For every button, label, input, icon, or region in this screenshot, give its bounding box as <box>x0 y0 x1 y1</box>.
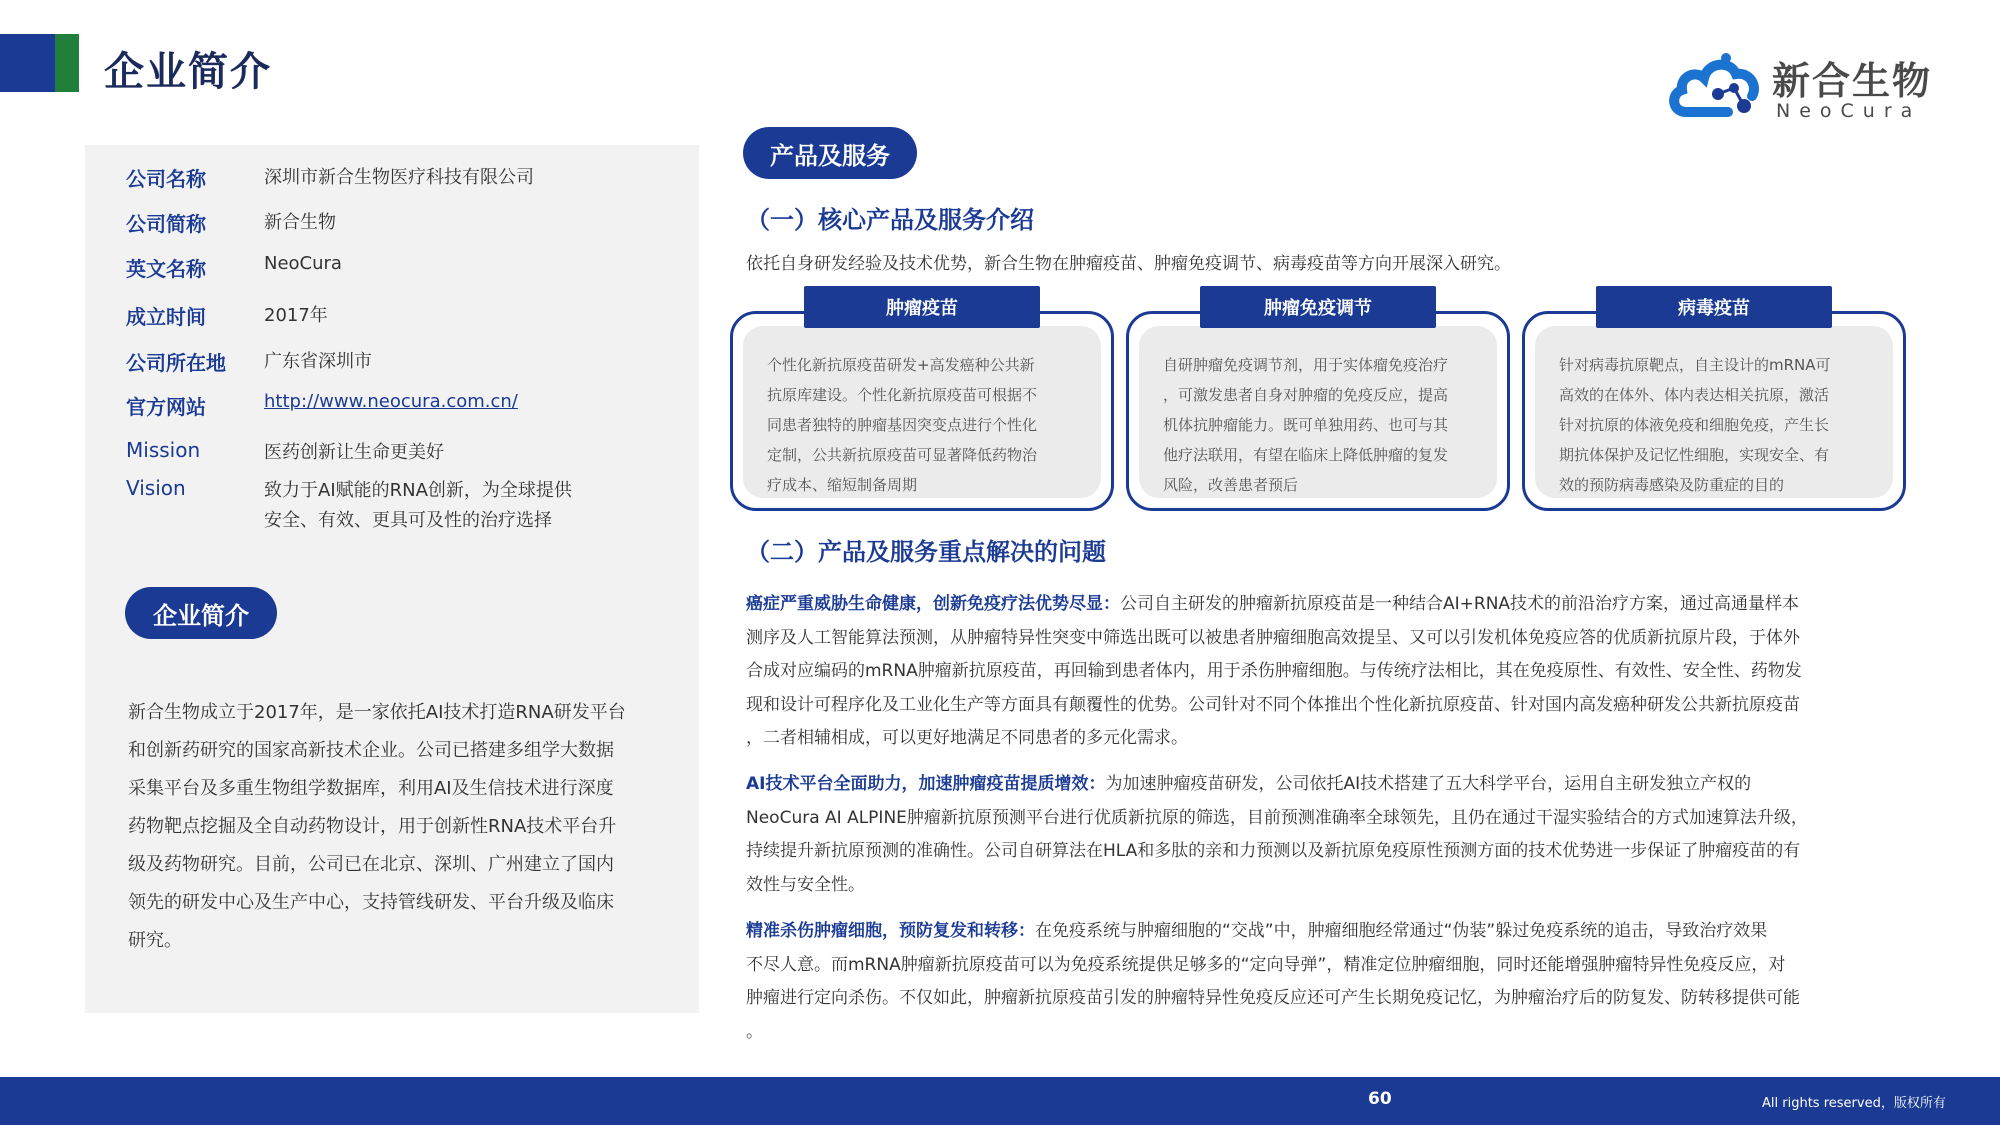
cloud-logo-icon <box>1668 48 1768 124</box>
product-card-tumor-vaccine <box>730 311 1114 511</box>
card-line: 同患者独特的肿瘤基因突变点进行个性化 <box>767 416 1038 434</box>
problem-paragraph-1 <box>746 588 1924 756</box>
products-lead: 依托自身研发经验及技术优势，新合生物在肿瘤疫苗、肿瘤免疫调节、病毒疫苗等方向开展深入研究。 <box>746 254 1511 274</box>
card-line: 针对抗原的体液免疫和细胞免疫，产生长 <box>1559 416 1830 434</box>
info-key: 成立时间 <box>126 305 206 329</box>
info-value: NeoCura <box>264 253 342 274</box>
problem-line: NeoCura AI ALPINE肿瘤新抗原预测平台进行优质新抗原的筛选，目前预测准确率全球领先，且仍在通过干湿实验结合的方式加速算法升级， <box>746 807 1808 828</box>
logo-name-cn: 新合生物 <box>1772 59 1933 103</box>
product-card-virus-vaccine <box>1522 311 1906 511</box>
card-title-immune-modulation: 肿瘤免疫调节 <box>1200 286 1436 328</box>
card-line: 定制，公共新抗原疫苗可显著降低药物治 <box>767 446 1038 464</box>
card-line: 自研肿瘤免疫调节剂，用于实体瘤免疫治疗 <box>1163 356 1449 374</box>
info-value: 医药创新让生命更美好 <box>264 442 444 463</box>
card-line: 机体抗肿瘤能力。既可单独用药、也可与其 <box>1163 416 1449 434</box>
card-line: 抗原库建设。个性化新抗原疫苗可根据不 <box>767 386 1038 404</box>
section-key-problems-title: （二）产品及服务重点解决的问题 <box>746 538 1106 566</box>
problem-heading: AI技术平台全面助力，加速肿瘤疫苗提质增效： <box>746 774 1106 794</box>
info-value: 安全、有效、更具可及性的治疗选择 <box>264 510 552 531</box>
info-value: 广东省深圳市 <box>264 351 372 372</box>
info-key: 公司名称 <box>126 167 206 191</box>
problem-line: 不尽人意。而mRNA肿瘤新抗原疫苗可以为免疫系统提供足够多的“定向导弹”，精准定位肿瘤细胞，同时还能增强肿瘤特异性免疫反应，对 <box>746 954 1786 975</box>
card-line: 风险，改善患者预后 <box>1163 476 1299 494</box>
card-line: 效的预防病毒感染及防重症的目的 <box>1559 476 1785 494</box>
products-pill: 产品及服务 <box>743 127 917 179</box>
info-value: 深圳市新合生物医疗科技有限公司 <box>264 167 534 188</box>
info-key: 公司简称 <box>126 212 206 236</box>
card-text <box>767 350 1077 500</box>
page-number: 60 <box>1368 1089 1392 1109</box>
card-line: 高效的在体外、体内表达相关抗原，激活 <box>1559 386 1830 404</box>
card-line: ，可激发患者自身对肿瘤的免疫反应，提高 <box>1163 386 1449 404</box>
card-line: 个性化新抗原疫苗研发+高发癌种公共新 <box>767 356 1035 374</box>
problem-line: 现和设计可程序化及工业化生产等方面具有颠覆性的优势。公司针对不同个体推出个性化新抗原疫苗、针对国内高发癌种研发公共新抗原疫苗 <box>746 694 1800 715</box>
product-card-immune-modulation <box>1126 311 1510 511</box>
card-line: 针对病毒抗原靶点，自主设计的mRNA可 <box>1559 356 1831 374</box>
problem-paragraph-3 <box>746 915 1924 1049</box>
copyright-text: All rights reserved，版权所有 <box>1762 1096 1946 1111</box>
intro-line: 药物靶点挖掘及全自动药物设计，用于创新性RNA技术平台升 <box>128 816 617 837</box>
problem-line: 公司自主研发的肿瘤新抗原疫苗是一种结合AI+RNA技术的前沿治疗方案，通过高通量样本 <box>1120 594 1800 614</box>
problem-line: 为加速肿瘤疫苗研发，公司依托AI技术搭建了五大科学平台，运用自主研发独立产权的 <box>1105 774 1752 794</box>
problem-line: 肿瘤进行定向杀伤。不仅如此，肿瘤新抗原疫苗引发的肿瘤特异性免疫反应还可产生长期免疫记忆，为肿瘤治疗后的防复发、防转移提供可能 <box>746 988 1800 1008</box>
card-text <box>1559 350 1869 500</box>
intro-paragraph <box>128 694 648 960</box>
intro-line: 领先的研发中心及生产中心，支持管线研发、平台升级及临床 <box>128 892 614 913</box>
website-link[interactable]: http://www.neocura.com.cn/ <box>264 391 518 412</box>
intro-line: 级及药物研究。目前，公司已在北京、深圳、广州建立了国内 <box>128 854 614 875</box>
company-logo <box>1668 48 1938 124</box>
problem-paragraph-2 <box>746 768 1924 902</box>
problem-line: 在免疫系统与肿瘤细胞的“交战”中，肿瘤细胞经常通过“伪装”躲过免疫系统的追击，导致治疗效果 <box>1035 921 1768 941</box>
card-title-tumor-vaccine: 肿瘤疫苗 <box>804 286 1040 328</box>
problem-line: 效性与安全性。 <box>746 874 865 895</box>
problem-line: ，二者相辅相成，可以更好地满足不同患者的多元化需求。 <box>746 728 1188 748</box>
info-value: 新合生物 <box>264 212 336 233</box>
section-core-products-title: （一）核心产品及服务介绍 <box>746 206 1034 234</box>
problem-line: 测序及人工智能算法预测，从肿瘤特异性突变中筛选出既可以被患者肿瘤细胞高效提呈、又可以引发机体免疫应答的优质新抗原片段，于体外 <box>746 627 1800 648</box>
problem-heading: 癌症严重威胁生命健康，创新免疫疗法优势尽显： <box>746 594 1120 614</box>
info-key: 公司所在地 <box>126 351 226 375</box>
card-line: 疗成本、缩短制备周期 <box>767 476 918 494</box>
info-key: 英文名称 <box>126 257 206 281</box>
card-text <box>1163 350 1473 500</box>
intro-line: 和创新药研究的国家高新技术企业。公司已搭建多组学大数据 <box>128 740 614 761</box>
card-line: 期抗体保护及记忆性细胞，实现安全、有 <box>1559 446 1830 464</box>
info-key: Mission <box>126 438 201 462</box>
intro-line: 研究。 <box>128 930 182 951</box>
page-title: 企业简介 <box>104 49 272 95</box>
footer-bar <box>0 1077 2000 1125</box>
header-accent-blue <box>0 34 55 92</box>
logo-name-en: NeoCura <box>1776 100 1922 122</box>
intro-line: 新合生物成立于2017年，是一家依托AI技术打造RNA研发平台 <box>128 702 626 723</box>
info-key: Vision <box>126 476 186 500</box>
problem-heading: 精准杀伤肿瘤细胞，预防复发和转移： <box>746 921 1035 941</box>
problem-line: 持续提升新抗原预测的准确性。公司自研算法在HLA和多肽的亲和力预测以及新抗原免疫原性预测方面的技术优势进一步保证了肿瘤疫苗的有 <box>746 841 1801 861</box>
card-line: 他疗法联用，有望在临床上降低肿瘤的复发 <box>1163 446 1449 464</box>
problem-line: 。 <box>746 1021 763 1042</box>
header-accent-green <box>55 34 79 92</box>
problem-line: 合成对应编码的mRNA肿瘤新抗原疫苗，再回输到患者体内，用于杀伤肿瘤细胞。与传统疗法相比，其在免疫原性、有效性、安全性、药物发 <box>746 661 1802 681</box>
info-value: 2017年 <box>264 305 328 326</box>
intro-line: 采集平台及多重生物组学数据库，利用AI及生信技术进行深度 <box>128 778 614 799</box>
info-key: 官方网站 <box>126 395 206 419</box>
info-value: 致力于AI赋能的RNA创新，为全球提供 <box>264 480 572 501</box>
intro-pill: 企业简介 <box>125 587 277 639</box>
card-title-virus-vaccine: 病毒疫苗 <box>1596 286 1832 328</box>
